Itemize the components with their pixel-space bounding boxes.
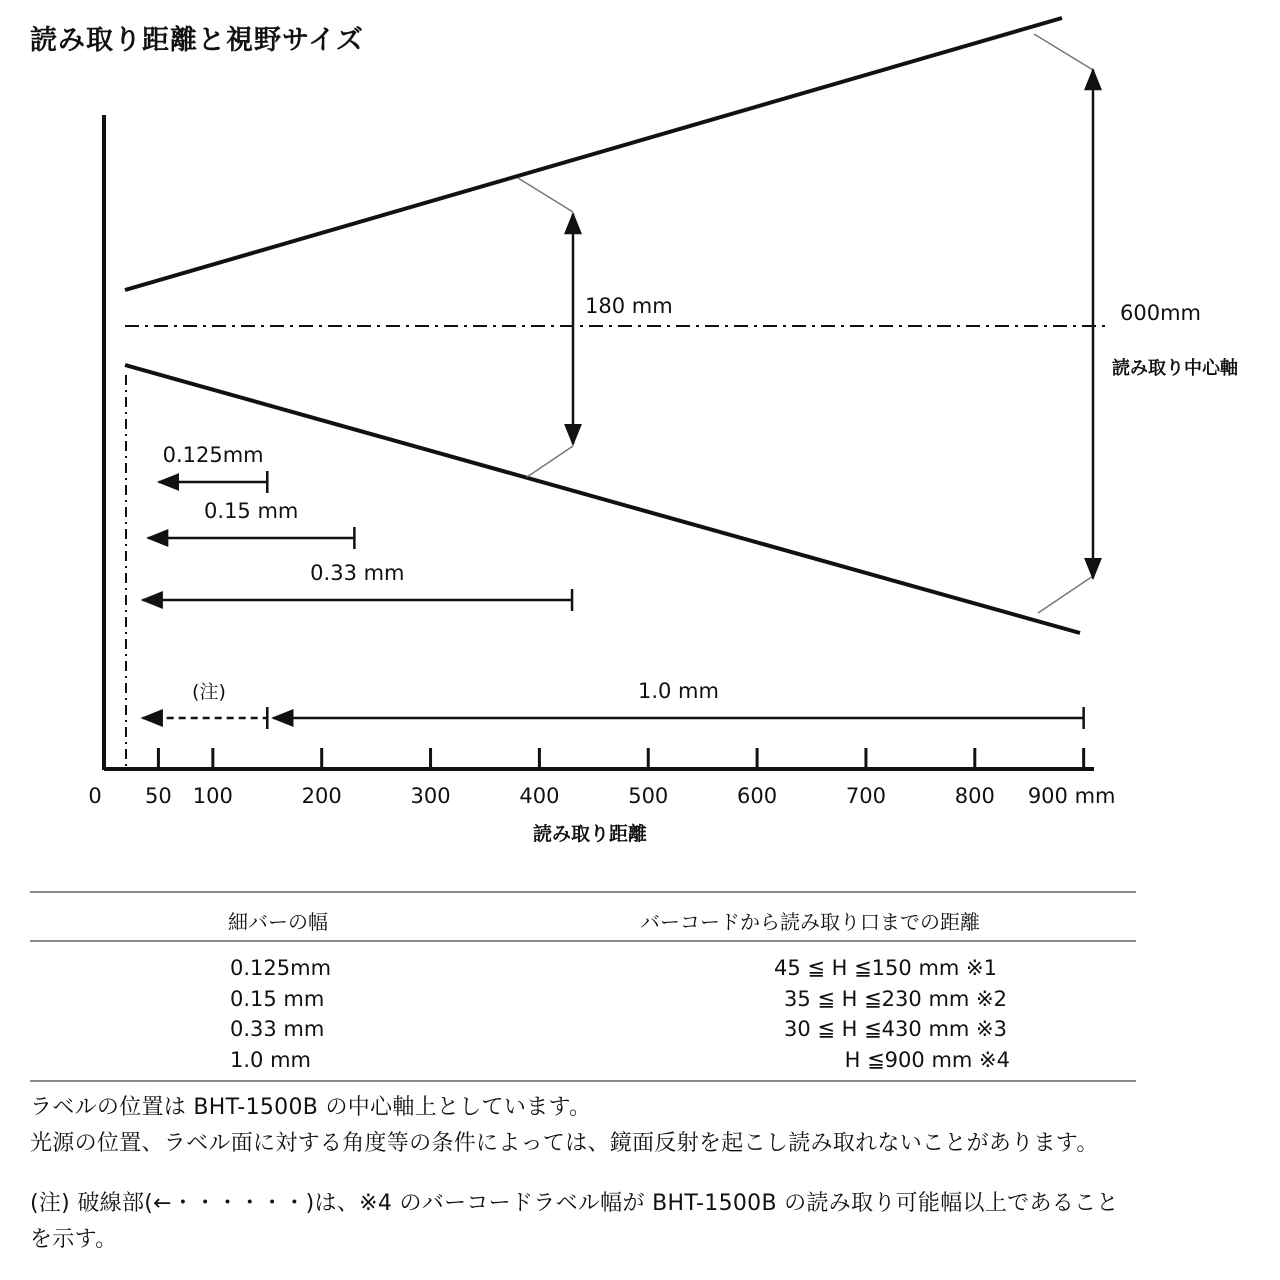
table-row-width: 0.15 mm — [230, 987, 325, 1011]
table-row-width: 0.33 mm — [230, 1017, 325, 1041]
table-row-distance: 45 ≦ H ≦150 mm ※1 — [773, 956, 997, 980]
table-bottom-rule — [30, 1080, 1136, 1082]
table-row-distance: 35 ≦ H ≦230 mm ※2 — [783, 987, 1007, 1011]
table-row-distance: 30 ≦ H ≦430 mm ※3 — [783, 1017, 1007, 1041]
center-axis-label: 読み取り中心軸 — [1112, 358, 1238, 379]
note-dashed-portion-cont: を示す。 — [30, 1227, 118, 1252]
x-axis-tick-label: 0 — [88, 784, 102, 808]
far-height-upper-leader — [1034, 34, 1093, 70]
table-header-rule — [30, 940, 1136, 942]
note-label: (注) — [192, 681, 226, 703]
x-axis-tick-label: 300 — [410, 784, 451, 808]
note-specular-reflection: 光源の位置、ラベル面に対する角度等の条件によっては、鏡面反射を起こし読み取れないことがあります。 — [30, 1131, 1099, 1156]
x-axis-title: 読み取り距離 — [532, 823, 648, 845]
x-axis-tick-label: 400 — [519, 784, 560, 808]
table-row-width: 0.125mm — [230, 956, 332, 980]
note-dashed-portion: (注) 破線部(←・・・・・・)は、※4 のバーコードラベル幅が BHT-1500B の読み取り可能幅以上であること — [30, 1191, 1119, 1216]
table-header-bar-width: 細バーの幅 — [228, 910, 328, 934]
far-height-label: 600mm — [1120, 301, 1201, 325]
far-height-lower-leader — [1038, 576, 1093, 613]
x-axis-tick-label: 600 — [737, 784, 778, 808]
mid-height-lower-leader — [527, 446, 573, 477]
x-axis-tick-label: 900 mm — [1027, 784, 1116, 808]
field-upper-boundary — [125, 18, 1062, 290]
x-axis-tick-label: 100 — [192, 784, 233, 808]
range-label: 0.33 mm — [310, 561, 405, 585]
table-header-distance: バーコードから読み取り口までの距離 — [640, 910, 980, 934]
range-label: 0.125mm — [162, 443, 264, 467]
x-axis-tick-label: 500 — [628, 784, 669, 808]
mid-height-upper-leader — [518, 178, 573, 212]
reading-ranges — [143, 443, 1084, 729]
range-label: 1.0 mm — [637, 679, 719, 703]
x-axis-tick-label: 200 — [301, 784, 342, 808]
x-axis-tick-label: 50 — [145, 784, 172, 808]
table-row-width: 1.0 mm — [230, 1048, 311, 1072]
page-title: 読み取り距離と視野サイズ — [30, 25, 364, 56]
table-row-distance: H ≦900 mm ※4 — [844, 1048, 1010, 1072]
x-axis-tick-label: 800 — [954, 784, 995, 808]
mid-height-label: 180 mm — [585, 294, 673, 318]
x-axis-tick-label: 700 — [845, 784, 886, 808]
x-axis-ticks — [88, 748, 1115, 808]
table-top-rule — [30, 891, 1136, 893]
range-label: 0.15 mm — [204, 499, 299, 523]
note-label-position: ラベルの位置は BHT-1500B の中心軸上としています。 — [30, 1095, 592, 1120]
